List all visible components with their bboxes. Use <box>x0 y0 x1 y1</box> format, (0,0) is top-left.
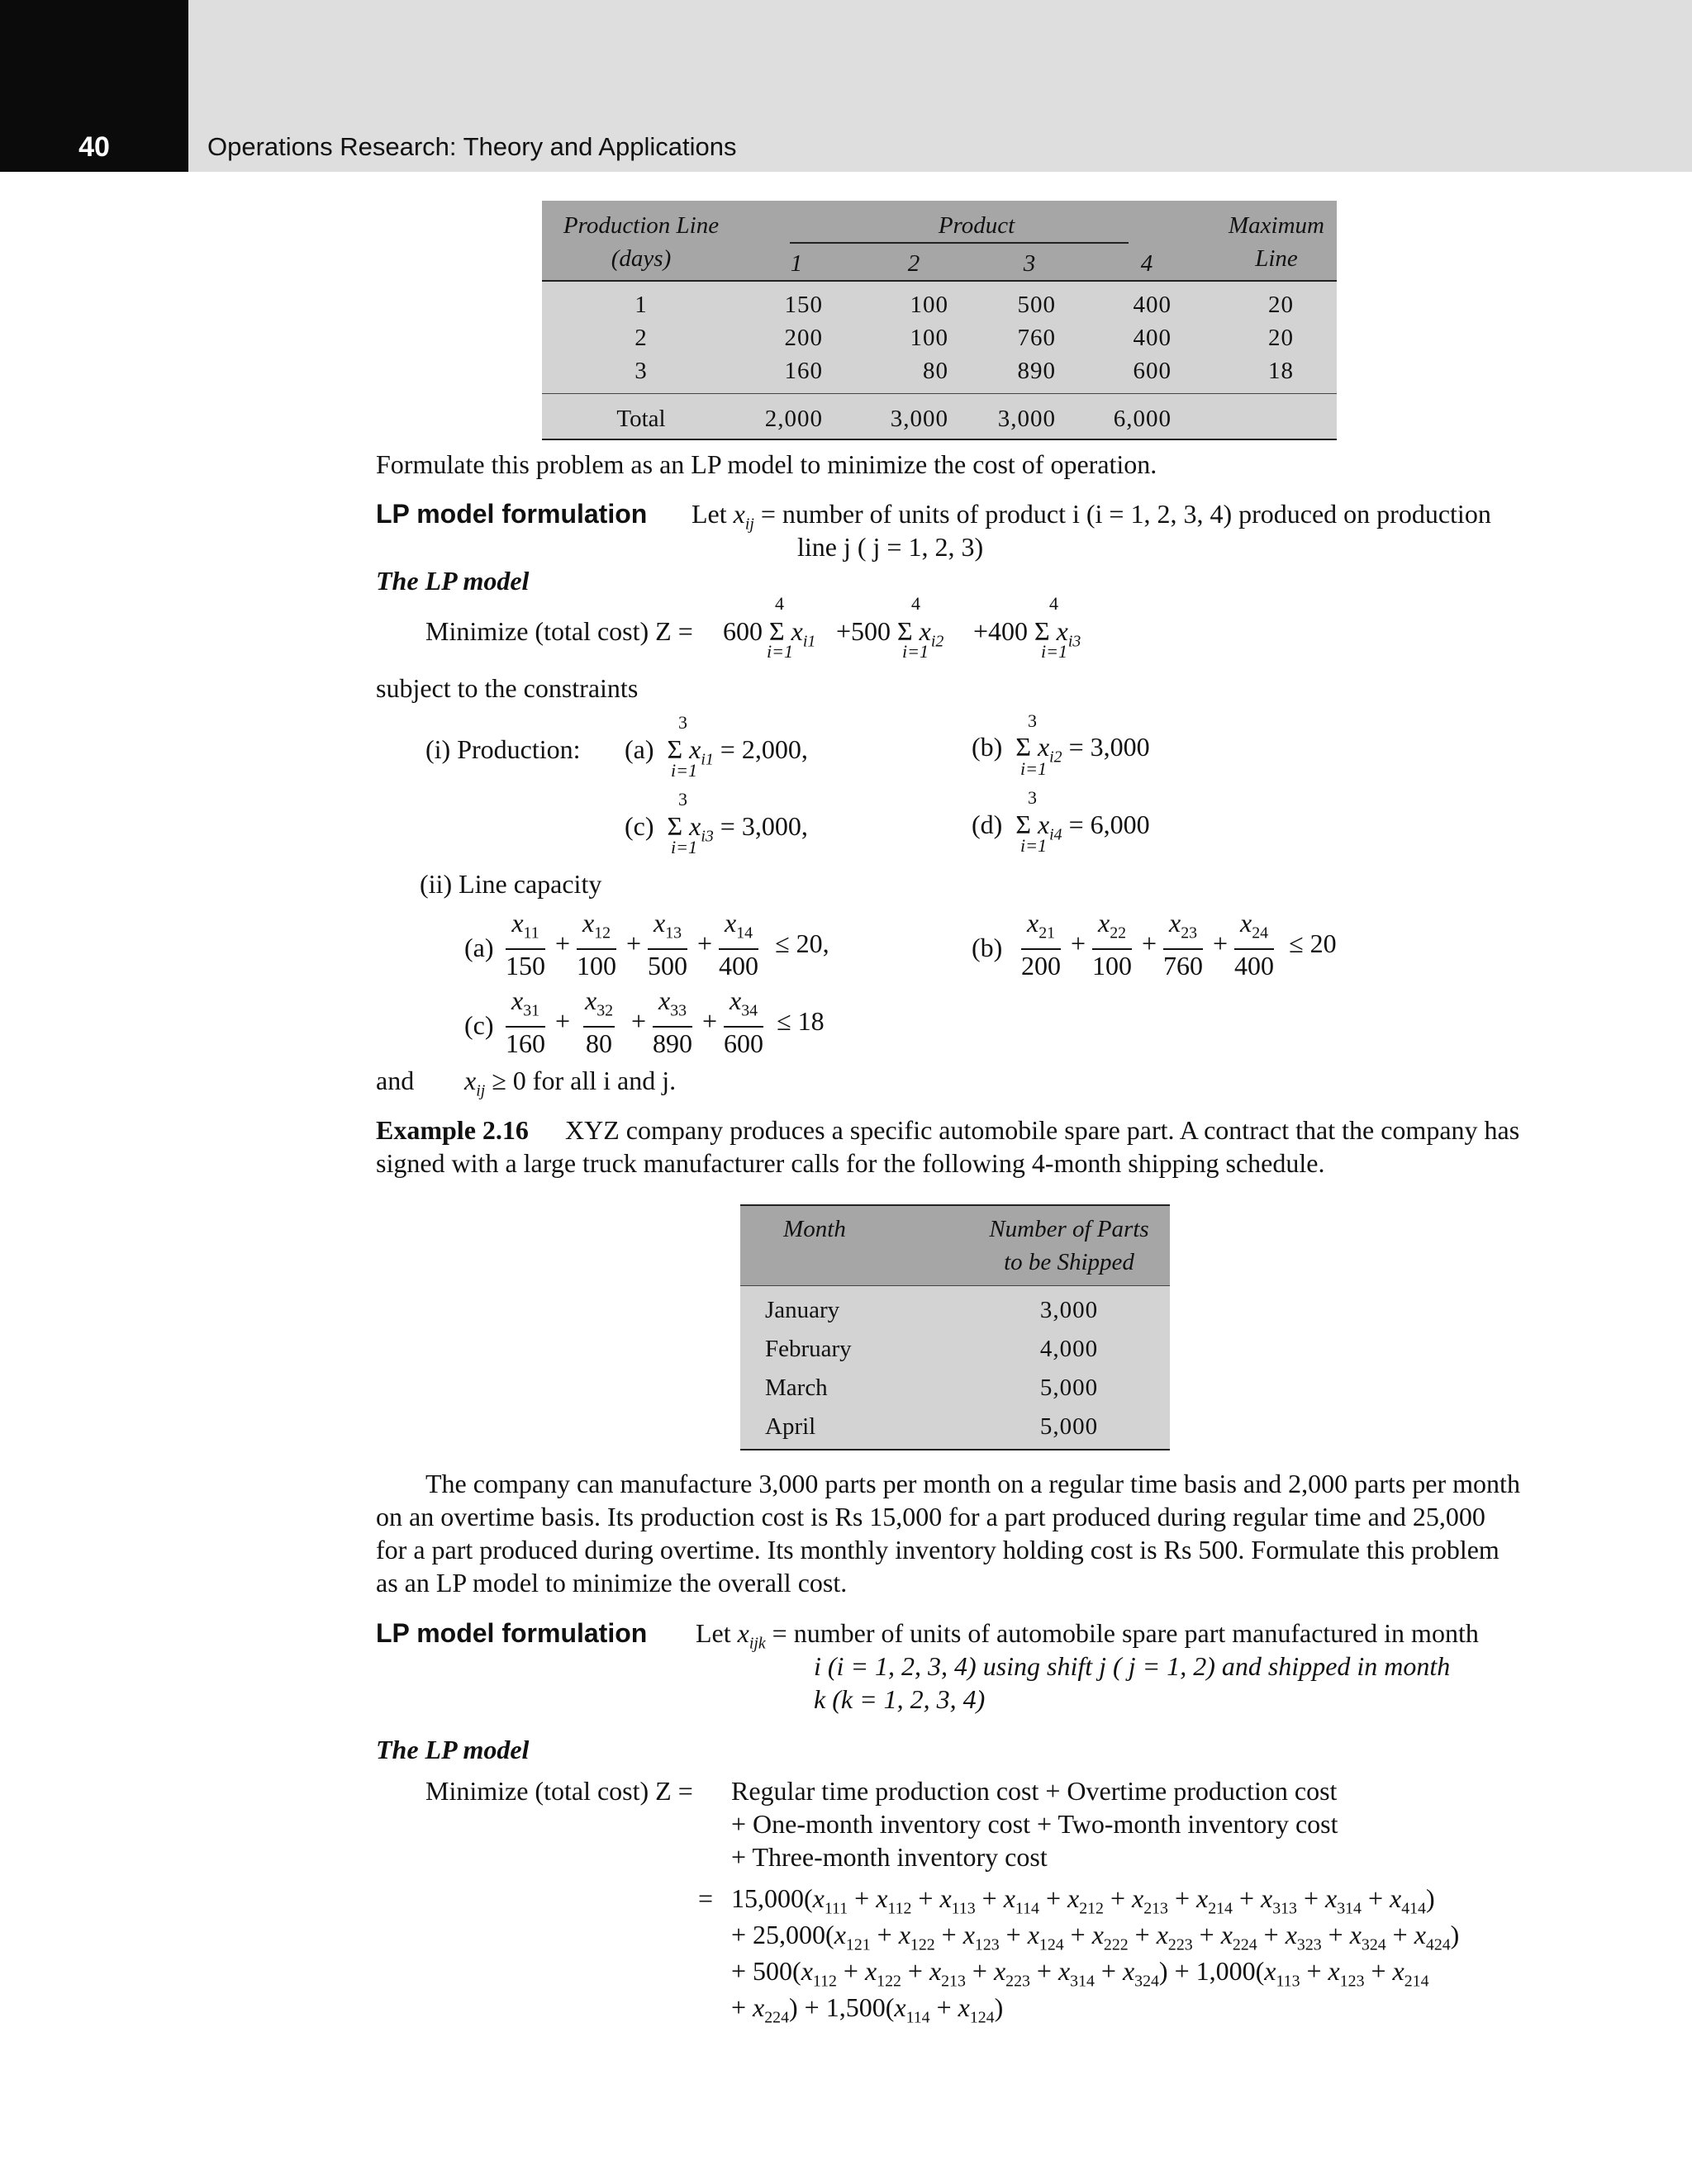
cell: 20 <box>1268 292 1294 318</box>
product-span-rule <box>790 242 1129 244</box>
variable: x <box>1389 1883 1402 1913</box>
variable: x <box>1156 1920 1168 1949</box>
sum-lower: i=1 <box>671 837 697 857</box>
fraction: $\frac{x_{12}}{100}$ <box>577 908 616 981</box>
constraint-a: (a) Σ $x_{i1} = 2,000$, <box>625 734 808 769</box>
lp2-def-line2: i (i = 1, 2, 3, 4) using shift j ( j = 1, 2) and shipped in month <box>814 1651 1451 1681</box>
variable-subscript: 122 <box>877 1972 901 1991</box>
production-label: (i) Production: <box>425 734 581 764</box>
shipping-schedule-table <box>740 1204 1170 1450</box>
constraint-b: (b) Σ $x_{i2} = 3,000$ <box>972 732 1150 767</box>
head-production-line: Production Line <box>563 212 720 239</box>
plus: + <box>1142 928 1157 958</box>
variable: x <box>801 1956 813 1986</box>
example-label: Example 2.16 <box>376 1115 529 1145</box>
variable: x <box>1220 1920 1233 1949</box>
cell: 200 <box>784 325 823 351</box>
objective-term: 600 Σ $x_{i1}$ <box>723 616 816 651</box>
fraction: $\frac{x_{23}}{760}$ <box>1163 908 1203 981</box>
variable: x <box>1285 1920 1297 1949</box>
lp2-let: Let $x_{ijk}$ = number of units of automobile spare part manufactured in month <box>696 1618 1479 1653</box>
month-cell: April <box>765 1413 816 1440</box>
variable-subscript: 224 <box>1232 1935 1257 1954</box>
variable-subscript: 123 <box>974 1935 1000 1954</box>
lp-heading: LP model formulation <box>376 499 648 529</box>
cell: 160 <box>784 358 823 384</box>
lp2-def-line3: k (k = 1, 2, 3, 4) <box>814 1684 986 1714</box>
head-product-2: 2 <box>907 250 920 277</box>
variable: x <box>864 1956 877 1986</box>
variable: x <box>1260 1883 1273 1913</box>
variable: x <box>894 1992 906 2022</box>
capacity-c-label: (c) <box>464 1010 494 1040</box>
lp2-heading: LP model formulation <box>376 1618 648 1648</box>
cost-term-2: + $25,000(x_{121} + x_{122} + x_{123} + x_{124} + x_{222} + x_{223} + x_{224} + x_{323} + x_{324} + x_{424})$ <box>731 1920 1460 1954</box>
variable-subscript: 224 <box>764 2008 789 2027</box>
variable: x <box>1131 1883 1144 1913</box>
variable-subscript: 324 <box>1134 1972 1159 1991</box>
parts-cell: 5,000 <box>1039 1413 1099 1440</box>
variable-subscript: 213 <box>1143 1899 1168 1918</box>
variable: x <box>1264 1956 1276 1986</box>
objective-prefix: Minimize (total cost) Z = <box>425 616 693 646</box>
head-month: Month <box>783 1216 846 1242</box>
variable: x <box>1324 1883 1338 1913</box>
sum-upper: 4 <box>1049 593 1058 614</box>
head-line: Line <box>1255 245 1298 272</box>
variable: x <box>1195 1883 1209 1913</box>
variable: x <box>1003 1883 1015 1913</box>
variable-subscript: 314 <box>1337 1899 1362 1918</box>
variable-subscript: 222 <box>1103 1935 1129 1954</box>
variable-subscript: 122 <box>910 1935 935 1954</box>
variable: x <box>1349 1920 1362 1949</box>
variable-subscript: 324 <box>1361 1935 1386 1954</box>
fraction: $\frac{x_{32}}{80}$ <box>585 985 614 1059</box>
plus: + <box>555 1006 571 1036</box>
variable: x <box>1414 1920 1426 1949</box>
total-cell: 3,000 <box>890 406 948 432</box>
variable: x <box>962 1920 975 1949</box>
sum-upper: 3 <box>678 712 687 733</box>
sum-upper: 3 <box>1028 787 1037 808</box>
variable: x <box>1027 1920 1039 1949</box>
variable: x <box>753 1992 765 2022</box>
parts-cell: 5,000 <box>1039 1374 1099 1401</box>
plus: + <box>626 928 642 958</box>
variable-subscript: 314 <box>1070 1972 1095 1991</box>
plus: + <box>631 1006 647 1036</box>
bottom-rule <box>542 439 1337 440</box>
obj-line3: + Three-month inventory cost <box>731 1842 1048 1872</box>
variable: x <box>939 1883 952 1913</box>
variable: x <box>898 1920 910 1949</box>
paragraph-line: on an overtime basis. Its production cost is Rs 15,000 for a part produced during regular time and 25,000 <box>376 1502 1485 1531</box>
variable: x <box>1122 1956 1135 1986</box>
variable: x <box>1392 1956 1404 1986</box>
page-number: 40 <box>0 0 188 172</box>
variable-subscript: 114 <box>905 2008 930 2027</box>
variable: x <box>812 1883 825 1913</box>
running-title: Operations Research: Theory and Applications <box>207 132 737 161</box>
example-text-line1: XYZ company produces a specific automobile spare part. A contract that the company has <box>565 1115 1520 1145</box>
formulate-text: Formulate this problem as an LP model to minimize the cost of operation. <box>376 449 1157 479</box>
parts-cell: 4,000 <box>1039 1336 1099 1362</box>
head-product-1: 1 <box>790 250 803 277</box>
variable-subscript: 111 <box>824 1899 848 1918</box>
fraction: $\frac{x_{14}}{400}$ <box>719 908 758 981</box>
plus: + <box>697 928 713 958</box>
variable: x <box>1091 1920 1104 1949</box>
head-product-4: 4 <box>1140 250 1153 277</box>
paragraph-line: as an LP model to minimize the overall cost. <box>376 1568 848 1598</box>
variable: x <box>1328 1956 1340 1986</box>
variable-subscript: 323 <box>1296 1935 1322 1954</box>
variable: x <box>958 1992 970 2022</box>
month-cell: March <box>765 1374 828 1401</box>
fraction: $\frac{x_{21}}{200}$ <box>1021 908 1061 981</box>
sum-lower: i=1 <box>767 641 793 662</box>
cell: 2 <box>634 325 648 351</box>
lp-let: Let $x_{ij}$ = number of units of product i (i = 1, 2, 3, 4) produced on production <box>692 499 1491 534</box>
and-label: and <box>376 1066 415 1095</box>
sum-lower: i=1 <box>671 760 697 781</box>
sum-upper: 4 <box>911 593 920 614</box>
lp2-objective-prefix: Minimize (total cost) Z = <box>425 1776 693 1806</box>
variable-subscript: 424 <box>1425 1935 1451 1954</box>
lp-def-line1: = number of units of product i (i = 1, 2, 3, 4) produced on production <box>760 499 1491 529</box>
plus: + <box>555 928 571 958</box>
sum-upper: 3 <box>678 789 687 810</box>
lp-def-line2: line j ( j = 1, 2, 3) <box>797 532 984 562</box>
constraint-c: (c) Σ $x_{i3} = 3,000$, <box>625 811 808 846</box>
sum-upper: 4 <box>775 593 784 614</box>
variable-subscript: 213 <box>941 1972 966 1991</box>
variable: x <box>993 1956 1006 1986</box>
bottom-rule <box>740 1449 1170 1450</box>
variable-subscript: 114 <box>1015 1899 1039 1918</box>
variable-subscript: 313 <box>1272 1899 1297 1918</box>
nonnegativity: $x_{ij} \ge 0$ for all i and j. <box>464 1066 677 1100</box>
cell: 890 <box>1017 358 1056 384</box>
capacity-c-rhs: ≤ 18 <box>777 1006 825 1036</box>
sum-lower: i=1 <box>1041 641 1067 662</box>
cost-term-3: + $500(x_{112} + x_{122} + x_{213} + x_{223} + x_{314} + x_{324}) + 1,000(x_{113} + x_{123} + x_{214}$ <box>731 1956 1429 1991</box>
variable: x <box>876 1883 888 1913</box>
obj-line2: + One-month inventory cost + Two-month inventory cost <box>731 1809 1338 1839</box>
variable: x <box>1058 1956 1071 1986</box>
head-product: Product <box>938 212 1015 239</box>
cell: 400 <box>1133 292 1172 318</box>
total-label: Total <box>616 406 666 432</box>
cell: 3 <box>634 358 648 384</box>
cell: 100 <box>910 292 948 318</box>
head-parts-line2: to be Shipped <box>1004 1249 1134 1275</box>
fraction: $\frac{x_{22}}{100}$ <box>1092 908 1132 981</box>
variable-subscript: 113 <box>1276 1972 1300 1991</box>
fraction: $\frac{x_{24}}{400}$ <box>1234 908 1274 981</box>
sum-lower: i=1 <box>902 641 929 662</box>
variable-subscript: 124 <box>969 2008 995 2027</box>
fraction: $\frac{x_{11}}{150}$ <box>506 908 545 981</box>
capacity-label: (ii) Line capacity <box>420 869 602 899</box>
paragraph-line: for a part produced during overtime. Its monthly inventory holding cost is Rs 500. Formulate this problem <box>376 1535 1500 1564</box>
variable: x <box>929 1956 942 1986</box>
lp-model-heading: The LP model <box>376 566 530 596</box>
production-line-table <box>542 201 1337 440</box>
fraction: $\frac{x_{13}}{500}$ <box>648 908 687 981</box>
variable-subscript: 214 <box>1208 1899 1233 1918</box>
cell: 80 <box>923 358 948 384</box>
variable-subscript: 112 <box>887 1899 912 1918</box>
capacity-a-label: (a) <box>464 933 494 962</box>
head-days: (days) <box>611 245 672 272</box>
lp2-model-heading: The LP model <box>376 1735 530 1764</box>
cell: 18 <box>1268 358 1294 384</box>
variable-subscript: 214 <box>1404 1972 1429 1991</box>
variable-subscript: 223 <box>1005 1972 1030 1991</box>
total-cell: 6,000 <box>1113 406 1172 432</box>
variable: x <box>1067 1883 1080 1913</box>
sum-lower: i=1 <box>1020 758 1047 779</box>
constraint-d: (d) Σ $x_{i4} = 6,000$ <box>972 810 1150 844</box>
plus: + <box>702 1006 718 1036</box>
objective-term: +500 Σ $x_{i2}$ <box>836 616 944 651</box>
variable-subscript: 121 <box>845 1935 871 1954</box>
example-text-line2: signed with a large truck manufacturer calls for the following 4-month shipping schedule. <box>376 1148 1325 1178</box>
head-maximum: Maximum <box>1229 212 1324 239</box>
header-rule <box>740 1285 1170 1286</box>
plus: + <box>1071 928 1086 958</box>
total-cell: 2,000 <box>764 406 823 432</box>
cell: 760 <box>1017 325 1056 351</box>
capacity-b-rhs: ≤ 20 <box>1289 928 1337 958</box>
head-parts-line1: Number of Parts <box>989 1216 1149 1242</box>
cell: 150 <box>784 292 823 318</box>
variable-subscript: 414 <box>1401 1899 1426 1918</box>
capacity-b-label: (b) <box>972 933 1003 962</box>
month-cell: February <box>765 1336 852 1362</box>
header-rule <box>542 280 1337 282</box>
total-rule <box>542 393 1337 394</box>
running-header <box>0 0 1692 172</box>
capacity-a-rhs: ≤ 20, <box>775 928 829 958</box>
cell: 500 <box>1017 292 1056 318</box>
fraction: $\frac{x_{34}}{600}$ <box>724 985 763 1059</box>
variable-subscript: 112 <box>812 1972 837 1991</box>
parts-cell: 3,000 <box>1039 1297 1099 1323</box>
month-cell: January <box>765 1297 840 1323</box>
fraction: $\frac{x_{33}}{890}$ <box>653 985 692 1059</box>
variable-subscript: 113 <box>951 1899 976 1918</box>
cell: 1 <box>634 292 648 318</box>
total-cell: 3,000 <box>997 406 1056 432</box>
cost-term-4: + $x_{224}) + 1,500(x_{114} + x_{124})$ <box>731 1992 1004 2027</box>
objective-term: +400 Σ $x_{i3}$ <box>973 616 1081 651</box>
subject-to: subject to the constraints <box>376 673 639 703</box>
paragraph-line: The company can manufacture 3,000 parts per month on a regular time basis and 2,000 parts per month <box>425 1469 1520 1498</box>
variable-subscript: 223 <box>1167 1935 1193 1954</box>
sum-upper: 3 <box>1028 710 1037 731</box>
variable-subscript: 124 <box>1038 1935 1064 1954</box>
cell: 20 <box>1268 325 1294 351</box>
obj-line1: Regular time production cost + Overtime production cost <box>731 1776 1338 1806</box>
variable-subscript: 123 <box>1339 1972 1365 1991</box>
eq-sign: = <box>698 1883 714 1913</box>
variable: x <box>834 1920 846 1949</box>
cell: 100 <box>910 325 948 351</box>
cell: 600 <box>1133 358 1172 384</box>
variable-subscript: 212 <box>1079 1899 1104 1918</box>
lp2-def-line1: = number of units of automobile spare part manufactured in month <box>772 1618 1479 1648</box>
head-product-3: 3 <box>1023 250 1036 277</box>
cell: 400 <box>1133 325 1172 351</box>
cost-term-1: $15,000(x_{111} + x_{112} + x_{113} + x_{114} + x_{212} + x_{213} + x_{214} + x_{313} + x_{314} + x_{414})$ <box>731 1883 1435 1918</box>
sum-lower: i=1 <box>1020 835 1047 856</box>
fraction: $\frac{x_{31}}{160}$ <box>506 985 545 1059</box>
plus: + <box>1213 928 1229 958</box>
